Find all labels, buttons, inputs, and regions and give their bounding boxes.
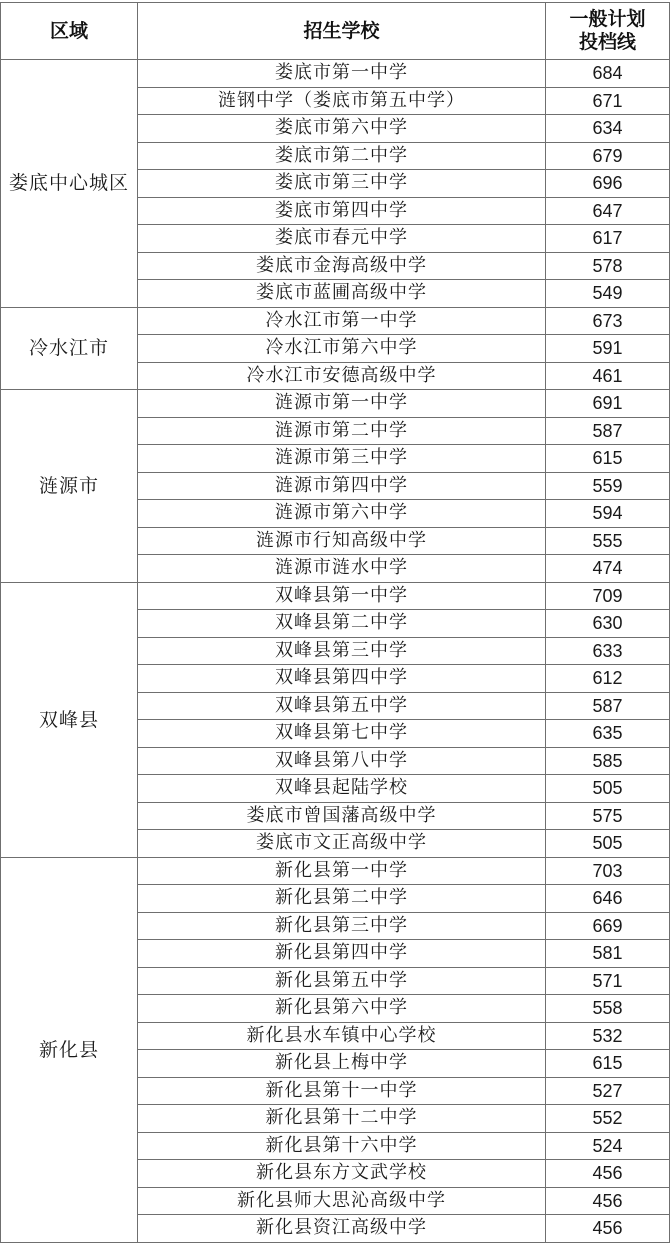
school-cell: 双峰县第四中学 [138, 665, 546, 693]
region-cell: 冷水江市 [1, 307, 138, 390]
score-cell: 587 [546, 417, 670, 445]
school-cell: 娄底市第四中学 [138, 197, 546, 225]
score-cell: 461 [546, 362, 670, 390]
school-cell: 娄底市第二中学 [138, 142, 546, 170]
table-row [1, 390, 670, 418]
score-cell: 696 [546, 170, 670, 198]
score-cell: 647 [546, 197, 670, 225]
header-score [546, 3, 670, 60]
school-cell: 冷水江市第六中学 [138, 335, 546, 363]
school-cell: 涟源市第三中学 [138, 445, 546, 473]
school-cell: 涟源市第一中学 [138, 390, 546, 418]
school-cell: 娄底市第三中学 [138, 170, 546, 198]
score-cell: 505 [546, 830, 670, 858]
score-cell: 671 [546, 87, 670, 115]
header-row [1, 3, 670, 60]
score-cell: 456 [546, 1215, 670, 1243]
school-cell: 新化县第六中学 [138, 995, 546, 1023]
header-region: 区域 [1, 3, 138, 60]
school-cell: 新化县资江高级中学 [138, 1215, 546, 1243]
score-cell: 555 [546, 527, 670, 555]
score-cell: 684 [546, 60, 670, 88]
score-cell: 505 [546, 775, 670, 803]
school-cell: 涟源市第六中学 [138, 500, 546, 528]
header-score-line1: 一般计划 [569, 8, 646, 30]
admission-score-table [0, 2, 670, 1243]
school-cell: 新化县师大思沁高级中学 [138, 1187, 546, 1215]
school-cell: 新化县第一中学 [138, 857, 546, 885]
score-cell: 691 [546, 390, 670, 418]
school-cell: 新化县第十一中学 [138, 1077, 546, 1105]
school-cell: 新化县第二中学 [138, 885, 546, 913]
school-cell: 涟源市第二中学 [138, 417, 546, 445]
score-cell: 587 [546, 692, 670, 720]
school-cell: 娄底市第一中学 [138, 60, 546, 88]
region-cell: 涟源市 [1, 390, 138, 583]
score-cell: 585 [546, 747, 670, 775]
score-cell: 673 [546, 307, 670, 335]
region-cell: 娄底中心城区 [1, 60, 138, 308]
score-cell: 591 [546, 335, 670, 363]
score-cell: 709 [546, 582, 670, 610]
score-cell: 559 [546, 472, 670, 500]
school-cell: 涟源市第四中学 [138, 472, 546, 500]
score-cell: 633 [546, 637, 670, 665]
school-cell: 新化县东方文武学校 [138, 1160, 546, 1188]
school-cell: 冷水江市安德高级中学 [138, 362, 546, 390]
school-cell: 娄底市金海高级中学 [138, 252, 546, 280]
score-cell: 634 [546, 115, 670, 143]
region-cell: 新化县 [1, 857, 138, 1242]
score-cell: 524 [546, 1132, 670, 1160]
region-cell: 双峰县 [1, 582, 138, 857]
score-cell: 669 [546, 912, 670, 940]
school-cell: 新化县第十二中学 [138, 1105, 546, 1133]
table-row [1, 307, 670, 335]
school-cell: 娄底市春元中学 [138, 225, 546, 253]
score-cell: 571 [546, 967, 670, 995]
score-cell: 703 [546, 857, 670, 885]
score-cell: 474 [546, 555, 670, 583]
school-cell: 新化县第三中学 [138, 912, 546, 940]
school-cell: 冷水江市第一中学 [138, 307, 546, 335]
school-cell: 娄底市第六中学 [138, 115, 546, 143]
score-cell: 532 [546, 1022, 670, 1050]
score-cell: 615 [546, 445, 670, 473]
school-cell: 双峰县起陆学校 [138, 775, 546, 803]
score-cell: 549 [546, 280, 670, 308]
school-cell: 娄底市蓝圃高级中学 [138, 280, 546, 308]
score-cell: 635 [546, 720, 670, 748]
score-cell: 679 [546, 142, 670, 170]
school-cell: 涟钢中学（娄底市第五中学） [138, 87, 546, 115]
score-cell: 581 [546, 940, 670, 968]
school-cell: 双峰县第三中学 [138, 637, 546, 665]
school-cell: 涟源市行知高级中学 [138, 527, 546, 555]
score-cell: 578 [546, 252, 670, 280]
header-score-line2: 投档线 [578, 31, 636, 53]
score-cell: 552 [546, 1105, 670, 1133]
school-cell: 新化县上梅中学 [138, 1050, 546, 1078]
school-cell: 双峰县第八中学 [138, 747, 546, 775]
school-cell: 新化县水车镇中心学校 [138, 1022, 546, 1050]
score-cell: 612 [546, 665, 670, 693]
school-cell: 新化县第十六中学 [138, 1132, 546, 1160]
score-cell: 594 [546, 500, 670, 528]
header-school: 招生学校 [138, 3, 546, 60]
score-cell: 575 [546, 802, 670, 830]
score-cell: 617 [546, 225, 670, 253]
score-cell: 630 [546, 610, 670, 638]
score-cell: 615 [546, 1050, 670, 1078]
school-cell: 新化县第四中学 [138, 940, 546, 968]
school-cell: 涟源市涟水中学 [138, 555, 546, 583]
school-cell: 双峰县第五中学 [138, 692, 546, 720]
school-cell: 娄底市曾国藩高级中学 [138, 802, 546, 830]
table-row [1, 582, 670, 610]
school-cell: 娄底市文正高级中学 [138, 830, 546, 858]
table-body [1, 60, 670, 1243]
school-cell: 新化县第五中学 [138, 967, 546, 995]
school-cell: 双峰县第二中学 [138, 610, 546, 638]
score-cell: 558 [546, 995, 670, 1023]
score-cell: 456 [546, 1160, 670, 1188]
school-cell: 双峰县第一中学 [138, 582, 546, 610]
score-cell: 646 [546, 885, 670, 913]
score-cell: 527 [546, 1077, 670, 1105]
school-cell: 双峰县第七中学 [138, 720, 546, 748]
table-row [1, 857, 670, 885]
table-row [1, 60, 670, 88]
score-cell: 456 [546, 1187, 670, 1215]
